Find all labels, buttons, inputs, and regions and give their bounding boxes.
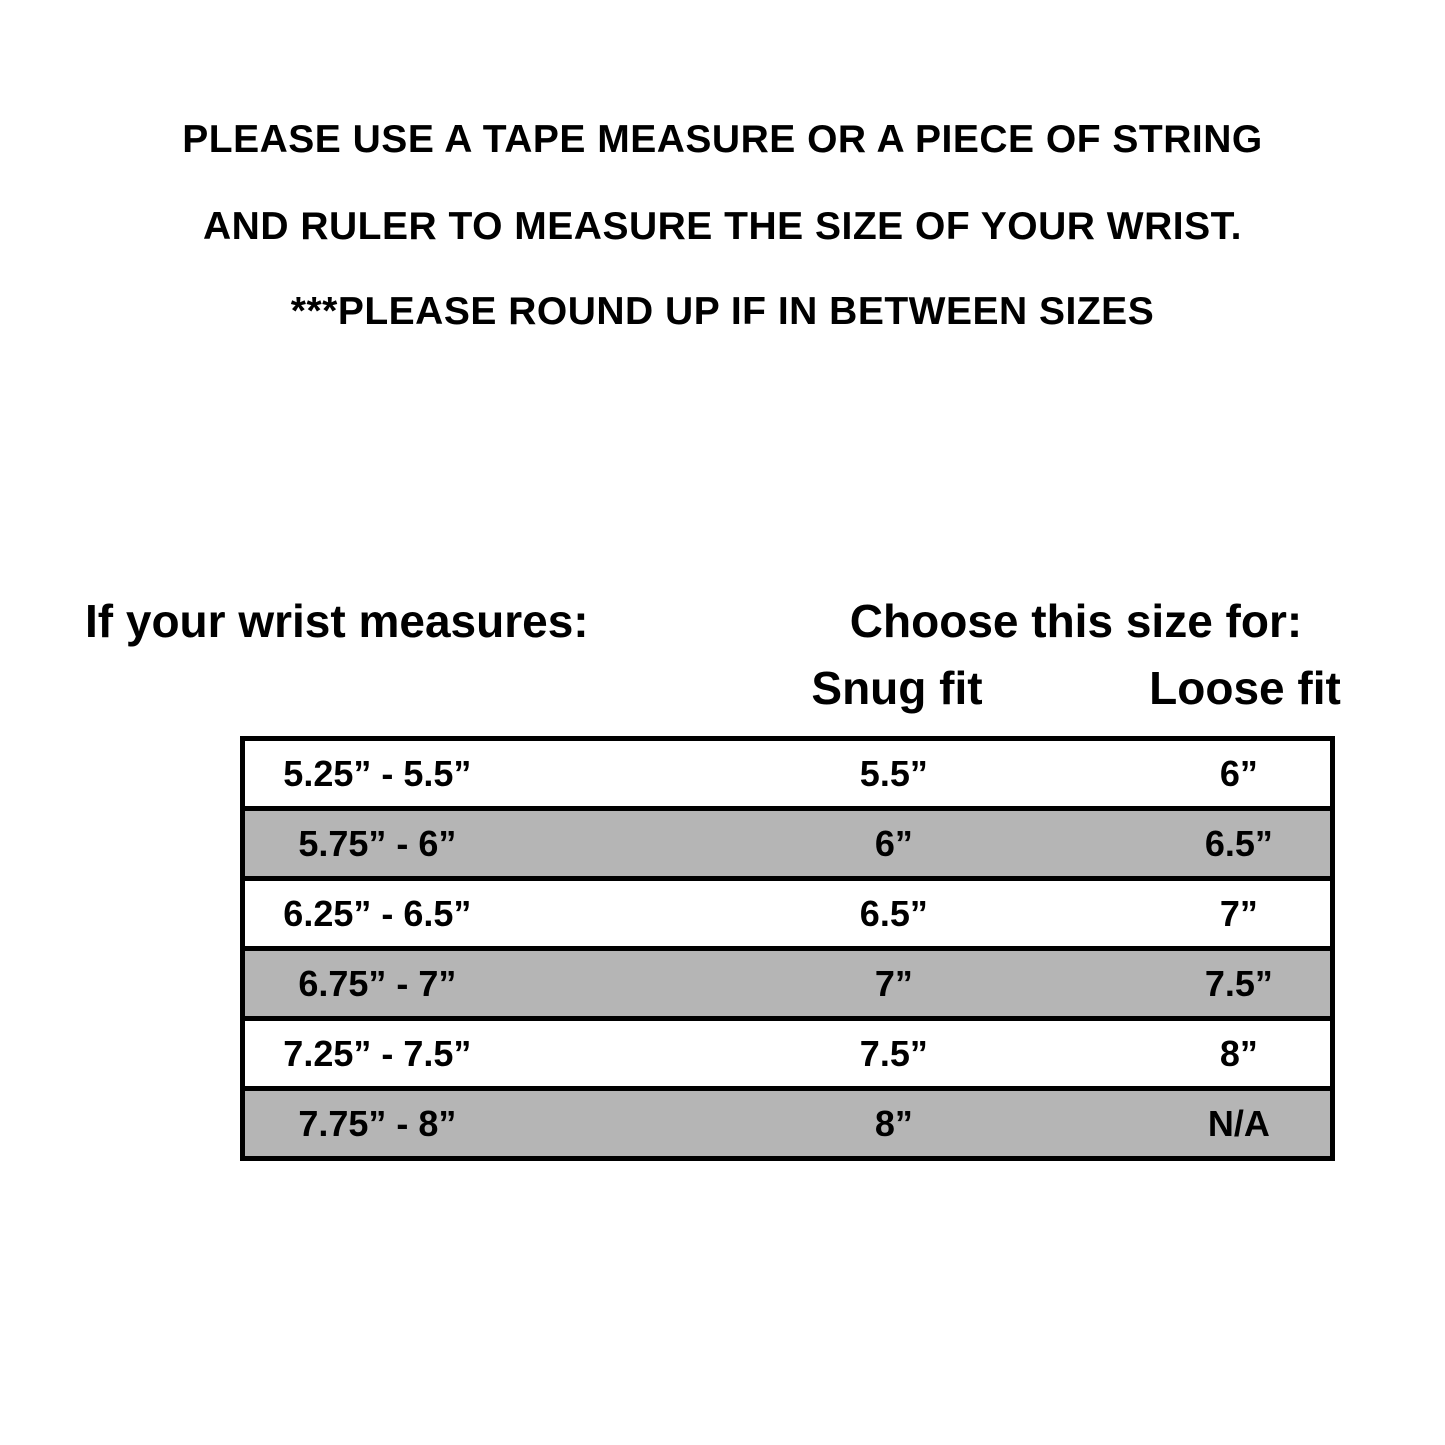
loose-size-cell: 6.5” [1204,823,1273,864]
wrist-measures-header: If your wrist measures: [85,595,589,647]
instruction-line-2: AND RULER TO MEASURE THE SIZE OF YOUR WRIST. [203,205,1242,248]
table-row [245,1021,1330,1091]
wrist-range-cell: 6.75” - 7” [298,963,457,1004]
snug-size-cell: 6” [874,823,913,864]
wrist-range-cell: 5.75” - 6” [298,823,457,864]
snug-fit-column-label: Snug fit [811,662,983,714]
loose-fit-column-label: Loose fit [1149,662,1341,714]
snug-size-cell: 6.5” [859,893,928,934]
table-row [245,881,1330,951]
instruction-line-1: PLEASE USE A TAPE MEASURE OR A PIECE OF STRING [182,118,1263,161]
snug-size-cell: 8” [874,1103,913,1144]
table-row [245,741,1330,811]
snug-size-cell: 7” [874,963,913,1004]
snug-size-cell: 7.5” [859,1033,928,1074]
wrist-range-cell: 6.25” - 6.5” [283,893,472,934]
loose-size-cell: N/A [1207,1103,1270,1144]
loose-size-cell: 7” [1219,893,1258,934]
wrist-range-cell: 7.25” - 7.5” [283,1033,472,1074]
table-row [245,1091,1330,1156]
wrist-range-cell: 7.75” - 8” [298,1103,457,1144]
loose-size-cell: 6” [1219,753,1258,794]
snug-size-cell: 5.5” [859,753,928,794]
loose-size-cell: 7.5” [1204,963,1273,1004]
instruction-line-3: ***PLEASE ROUND UP IF IN BETWEEN SIZES [290,290,1155,333]
wrist-range-cell: 5.25” - 5.5” [283,753,472,794]
choose-size-header: Choose this size for: [849,595,1303,647]
table-row [245,951,1330,1021]
table-row [245,811,1330,881]
loose-size-cell: 8” [1219,1033,1258,1074]
size-table [240,736,1335,1161]
